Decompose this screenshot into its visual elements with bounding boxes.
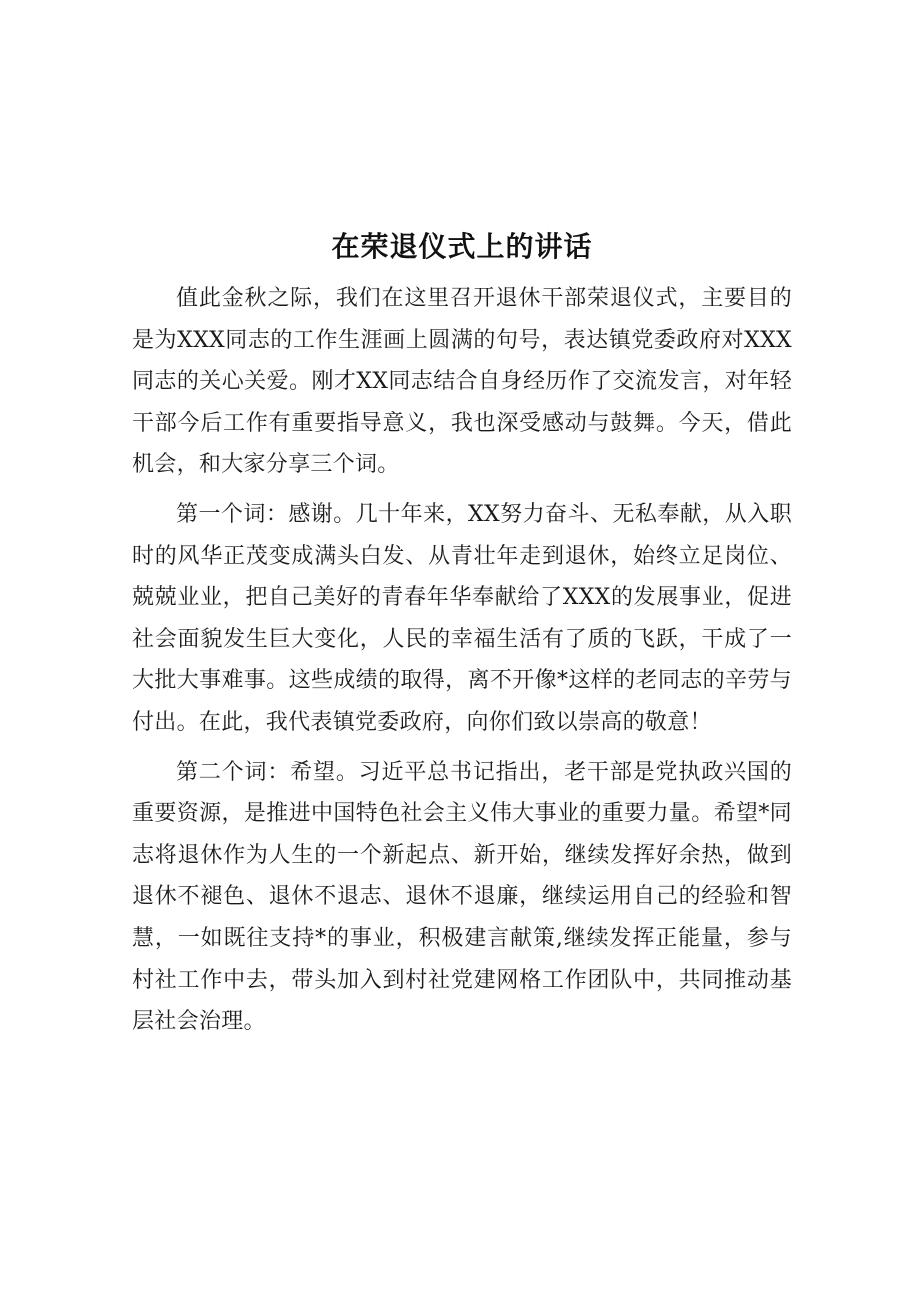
paragraph-hope: 第二个词：希望。习近平总书记指出，老干部是党执政兴国的重要资源，是推进中国特色社会主义伟大事业的重要力量。希望*同志将退休作为人生的一个新起点、新开始，继续发挥好余热，做到退休不褪色、退休不退志、退休不退廉，继续运用自己的经验和智慧，一如既往支持*的事业，积极建言献策,继续发挥正能量，参与村社工作中去，带头加入到村社党建网格工作团队中，共同推动基层社会治理。: [132, 759, 792, 1035]
paragraph-gratitude: 第一个词：感谢。几十年来，XX努力奋斗、无私奉献，从入职时的风华正茂变成满头白发、从青壮年走到退休，始终立足岗位、兢兢业业，把自己美好的青春年华奉献给了XXX的发展事业，促进社会面貌发生巨大变化，人民的幸福生活有了质的飞跃，干成了一大批大事难事。这些成绩的取得，离不开像*这样的老同志的辛劳与付出。在此，我代表镇党委政府，向你们致以崇高的敬意！: [132, 501, 792, 735]
document-body: [132, 222, 792, 1051]
paragraph-intro: 值此金秋之际，我们在这里召开退休干部荣退仪式，主要目的是为XXX同志的工作生涯画上圆满的句号，表达镇党委政府对XXX同志的关心关爱。刚才XX同志结合自身经历作了交流发言，对年轻干部今后工作有重要指导意义，我也深受感动与鼓舞。今天，借此机会，和大家分享三个词。: [132, 286, 792, 478]
document-title: 在荣退仪式上的讲话: [331, 230, 593, 263]
